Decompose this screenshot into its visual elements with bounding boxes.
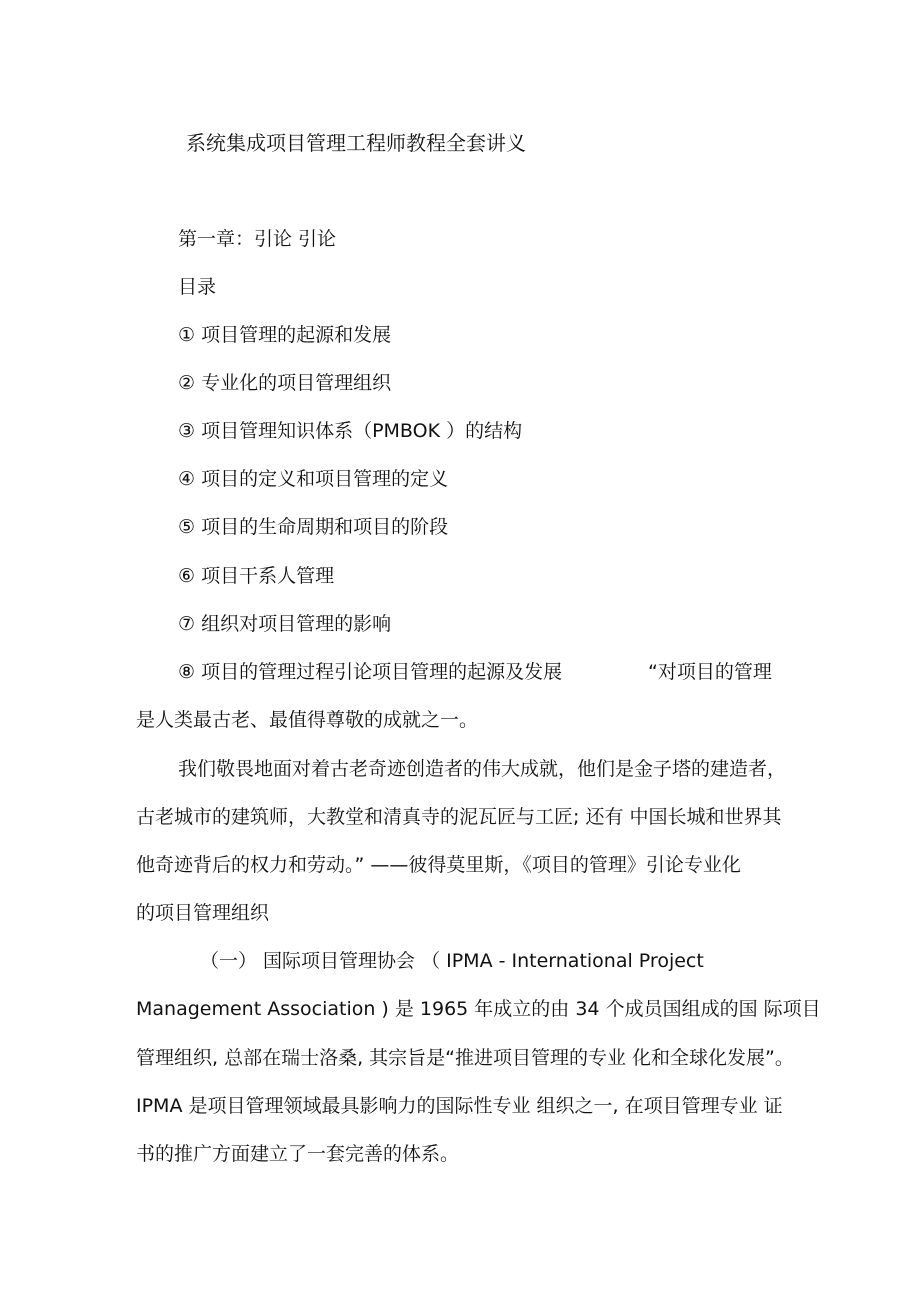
toc-item: ⑥ 项目干系人管理	[178, 565, 335, 587]
quote-continuation: 是人类最古老、最值得尊敬的成就之一。	[136, 709, 479, 731]
toc-item: ⑤ 项目的生命周期和项目的阶段	[178, 516, 449, 538]
paragraph-line: 书的推广方面建立了一套完善的体系。	[136, 1143, 460, 1165]
toc-item-text: ⑧ 项目的管理过程引论项目管理的起源及发展	[178, 661, 563, 683]
toc-item: ③ 项目管理知识体系（PMBOK ）的结构	[178, 420, 523, 442]
paragraph-line: Management Association ) 是 1965 年成立的由 34 个成员国组成的国 际项目	[136, 998, 821, 1020]
paragraph-line: 的项目管理组织	[136, 902, 270, 924]
paragraph-line: （一） 国际项目管理协会 （ IPMA - International Project	[200, 950, 704, 972]
document-title: 系统集成项目管理工程师教程全套讲义	[186, 131, 526, 155]
paragraph-line: 我们敬畏地面对着古老奇迹创造者的伟大成就，他们是金子塔的建造者，	[178, 758, 787, 780]
toc-item-with-quote	[178, 659, 772, 685]
paragraph-line: IPMA 是项目管理领域最具影响力的国际性专业 组织之一, 在项目管理专业 证	[136, 1095, 783, 1117]
toc-label: 目录	[178, 276, 217, 298]
toc-item: ④ 项目的定义和项目管理的定义	[178, 468, 449, 490]
toc-item: ⑦ 组织对项目管理的影响	[178, 613, 392, 635]
toc-item: ① 项目管理的起源和发展	[178, 324, 392, 346]
toc-item: ② 专业化的项目管理组织	[178, 372, 392, 394]
quote-start-text: “对项目的管理	[648, 661, 772, 683]
chapter-heading: 第一章：引论 引论	[178, 228, 337, 250]
paragraph-line: 古老城市的建筑师，大教堂和清真寺的泥瓦匠与工匠; 还有 中国长城和世界其	[136, 806, 782, 828]
paragraph-line: 他奇迹背后的权力和劳动。” ——彼得莫里斯，《项目的管理》引论专业化	[136, 854, 741, 876]
paragraph-line: 管理组织, 总部在瑞士洛桑, 其宗旨是“推进项目管理的专业 化和全球化发展”。	[136, 1047, 794, 1069]
